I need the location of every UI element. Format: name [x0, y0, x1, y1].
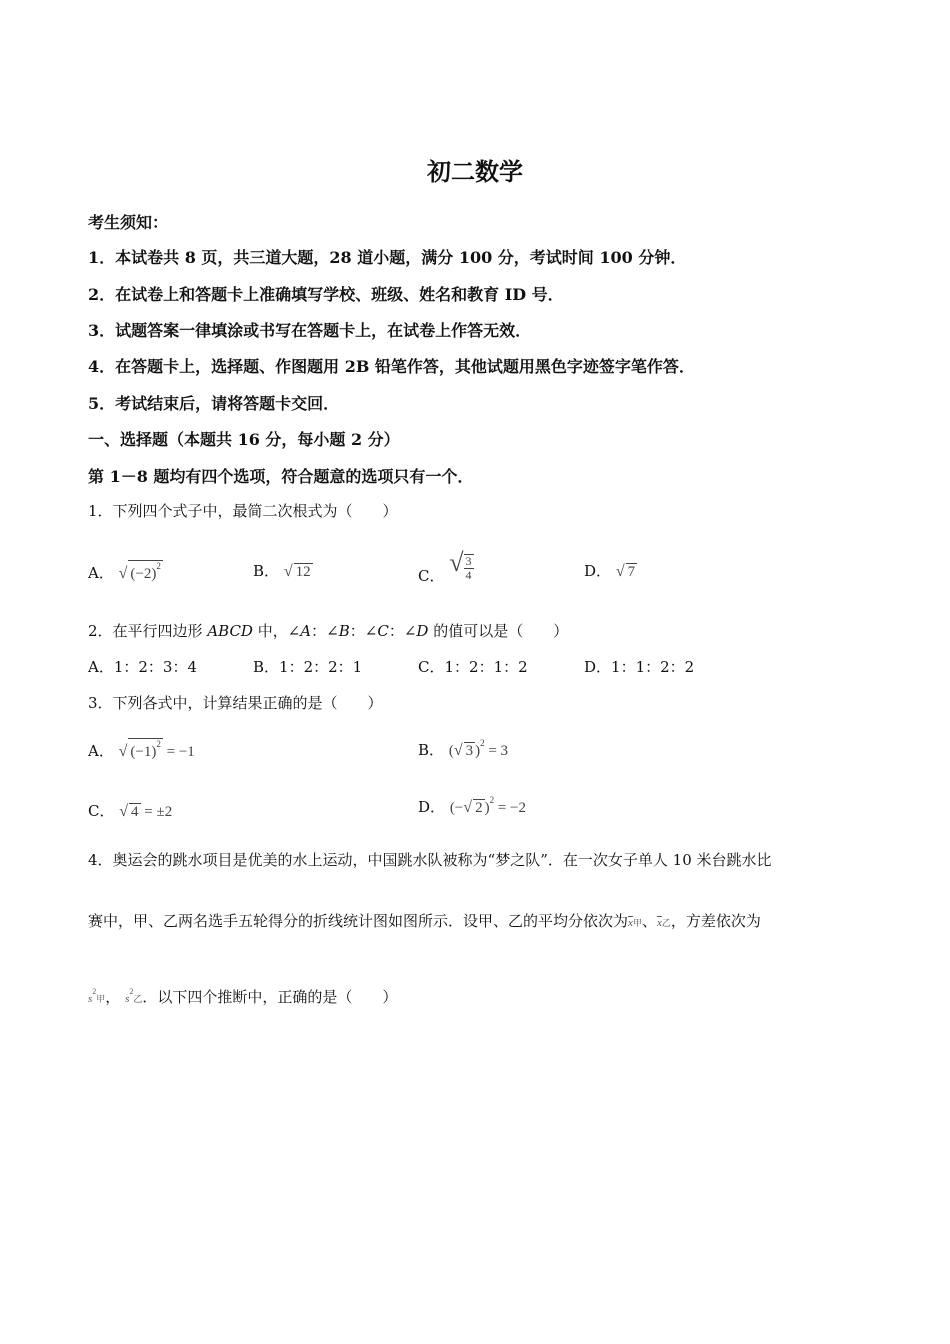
question-1-stem: 1．下列四个式子中，最简二次根式为（ ）	[88, 502, 398, 520]
option-label: C．	[88, 802, 115, 820]
separator: ：∠	[349, 622, 378, 640]
separator: ，	[105, 988, 121, 1006]
subscript: 甲	[96, 994, 106, 1004]
radicand: (−1)	[130, 744, 157, 760]
angle-b: B	[338, 622, 350, 640]
q1-option-c: C． √ $\frac{3}{4}$	[418, 548, 472, 585]
q1-option-d: D． √ 7	[584, 562, 636, 580]
separator: 、	[641, 912, 657, 930]
question-4-line-2	[88, 910, 761, 931]
q3-option-c: C． √ 4 = ±2	[88, 802, 173, 820]
separator: ：∠	[311, 622, 339, 640]
q1-option-a: A． √ $(-2)^2$	[88, 561, 161, 582]
rhs: = −1	[166, 744, 195, 760]
stem-text: ．以下四个推断中，正确的是（ ）	[142, 988, 398, 1006]
variance-jia	[88, 987, 106, 1005]
angle-c: C	[377, 622, 389, 640]
exponent: 2	[129, 987, 134, 996]
radicand: 3	[465, 743, 474, 759]
question-2-stem	[88, 620, 568, 641]
exponent: 2	[489, 795, 495, 805]
subscript: 甲	[632, 918, 642, 928]
notice-item: 1．本试卷共 8 页，共三道大题，28 道小题，满分 100 分，考试时间 100 分钟．	[88, 248, 687, 267]
q3-option-d: D． (−√ 2 )$^2$ = −2	[418, 795, 526, 816]
stem-text: 中，∠	[252, 622, 301, 640]
exponent: 2	[156, 561, 161, 571]
rhs: = 3	[488, 743, 509, 759]
question-4-line-1: 4．奥运会的跳水项目是优美的水上运动，中国跳水队被称为“梦之队”．在一次女子单人 10 米台跳水比	[88, 851, 772, 869]
notice-item: 2．在试卷上和答题卡上准确填写学校、班级、姓名和教育 ID 号．	[88, 285, 564, 304]
radicand: 7	[627, 564, 636, 580]
exponent: 2	[92, 987, 97, 996]
mean-symbol: $\overline{x}$	[628, 917, 633, 929]
fraction-numerator: 3	[465, 554, 472, 568]
page-title: 初二数学	[427, 157, 523, 186]
variance-symbol: s	[88, 993, 93, 1005]
variance-symbol: s	[125, 993, 130, 1005]
subscript: 乙	[133, 994, 143, 1004]
q1-option-b: B． √ 12	[253, 562, 311, 580]
q2-option-a: A．1：2：3：4	[88, 658, 198, 676]
option-label: D．	[584, 562, 612, 580]
stem-text: 赛中，甲、乙两名选手五轮得分的折线统计图如图所示．设甲、乙的平均分依次为	[88, 912, 629, 930]
stem-text: 的值可以是（ ）	[428, 622, 569, 640]
q2-option-c: C．1：2：1：2	[418, 658, 528, 676]
parallelogram-name: ABCD	[207, 622, 253, 640]
stem-text: ，方差依次为	[670, 912, 761, 930]
option-label: D．	[418, 798, 446, 816]
option-label: A．	[88, 564, 114, 582]
radicand: 4	[131, 804, 139, 820]
q3-option-a: A． √ $(-1)^2 = -1$	[88, 739, 195, 760]
subscript: 乙	[661, 918, 671, 928]
radicand: 2	[475, 800, 483, 816]
q3-option-b: B． (√ 3 )$^2$ = 3	[418, 738, 509, 759]
exponent: 2	[156, 739, 161, 749]
q2-option-d: D．1：1：2：2	[584, 658, 695, 676]
question-3-stem: 3．下列各式中，计算结果正确的是（ ）	[88, 694, 383, 712]
option-label: C．	[418, 567, 445, 585]
rhs: = −2	[497, 800, 526, 816]
separator: ：∠	[388, 622, 417, 640]
stem-text: 2．在平行四边形	[88, 622, 208, 640]
mean-jia	[628, 917, 642, 929]
mean-symbol: $\overline{x}$	[656, 917, 662, 929]
option-label: A．	[88, 742, 114, 760]
notice-item: 3．试题答案一律填涂或书写在答题卡上，在试卷上作答无效．	[88, 321, 532, 340]
radicand: 12	[295, 564, 311, 580]
variance-yi	[125, 987, 143, 1005]
rhs: = ±2	[144, 804, 173, 820]
question-4-line-3	[88, 986, 397, 1007]
radicand: (−2)	[130, 566, 157, 582]
exponent: 2	[480, 738, 485, 748]
q2-option-b: B．1：2：2：1	[253, 658, 363, 676]
notice-item: 5．考试结束后，请将答题卡交回．	[88, 394, 340, 413]
fraction-denominator: 4	[465, 568, 472, 582]
angle-d: D	[416, 622, 429, 640]
section-instruction: 第 1－8 题均有四个选项，符合题意的选项只有一个．	[88, 467, 474, 486]
notice-heading: 考生须知：	[88, 213, 169, 232]
option-label: B．	[253, 562, 280, 580]
option-label: B．	[418, 741, 445, 759]
angle-a: A	[300, 622, 312, 640]
mean-yi	[657, 917, 671, 929]
section-title: 一、选择题（本题共 16 分，每小题 2 分）	[88, 430, 400, 449]
notice-item: 4．在答题卡上，选择题、作图题用 2B 铅笔作答，其他试题用黑色字迹签字笔作答．	[88, 357, 695, 376]
